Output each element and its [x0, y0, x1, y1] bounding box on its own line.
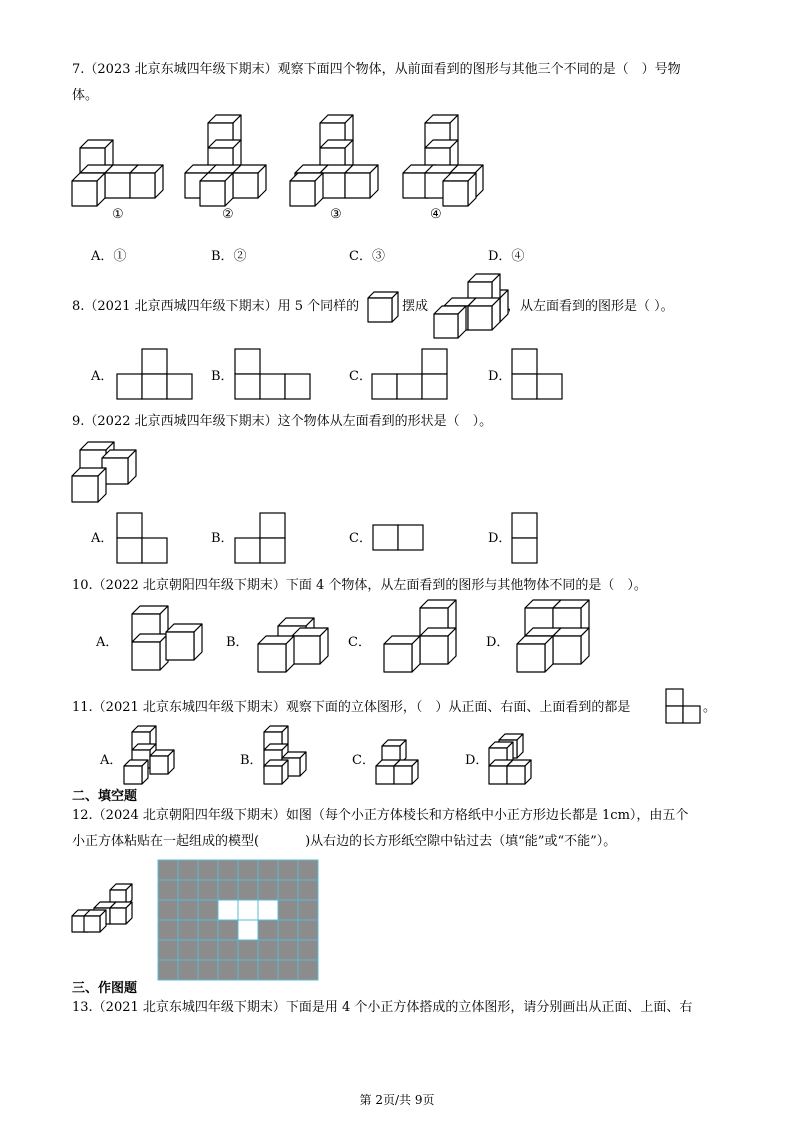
section-fill-in-heading: 二、填空题	[72, 789, 138, 804]
grid-paper-cell	[198, 860, 218, 880]
q7-figure-4	[403, 112, 503, 207]
view-square	[167, 374, 192, 399]
view-square	[260, 538, 285, 563]
q13-text: 13.（2021 北京东城四年级下期末）下面是用 4 个小正方体搭成的立体图形，请分别画出从正面、上面、右	[72, 1000, 693, 1015]
grid-paper-cell	[198, 940, 218, 960]
grid-paper-cell	[178, 880, 198, 900]
q12-grid-paper	[158, 860, 318, 980]
cube-front-face	[72, 181, 97, 206]
q11-figure-a	[122, 734, 182, 786]
grid-paper-cell	[298, 920, 318, 940]
view-square	[512, 513, 537, 538]
grid-paper-cell	[198, 920, 218, 940]
grid-paper-cell	[278, 960, 298, 980]
cube-front-face	[258, 644, 286, 672]
q9-option-d[interactable]: D．	[488, 531, 512, 546]
q7-label-1: ①	[112, 207, 124, 222]
q8-view-c	[371, 348, 449, 400]
q8-text-c: ，从左面看到的图形是（ ）。	[507, 299, 674, 314]
page-number-footer: 第 2页/共 9页	[359, 1093, 435, 1107]
grid-hole-cell	[218, 900, 238, 920]
q11-text-b: 。	[703, 700, 717, 715]
view-square	[537, 374, 562, 399]
q9-view-b	[234, 512, 288, 564]
grid-paper-cell	[238, 880, 258, 900]
cube-front-face	[150, 756, 168, 774]
cube-front-face	[320, 173, 345, 198]
view-square	[260, 374, 285, 399]
grid-paper-cell	[158, 900, 178, 920]
cube-front-face	[384, 644, 412, 672]
grid-paper-cell	[278, 860, 298, 880]
grid-paper-cell	[158, 880, 178, 900]
view-square	[666, 689, 683, 706]
q8-option-b[interactable]: B．	[211, 369, 234, 384]
cube-front-face	[376, 766, 394, 784]
grid-paper-cell	[298, 940, 318, 960]
grid-paper-cell	[178, 860, 198, 880]
view-square	[683, 706, 700, 723]
q7-text-line2: 体。	[72, 88, 99, 103]
q11-figure-c	[374, 734, 434, 786]
view-square	[235, 374, 260, 399]
q11-figure-b	[262, 734, 322, 786]
grid-paper-cell	[178, 960, 198, 980]
cube-front-face	[394, 766, 412, 784]
cube-front-face	[553, 636, 581, 664]
cube-front-face	[434, 314, 458, 338]
q7-text-line1: 7.（2023 北京东城四年级下期末）观察下面四个物体，从前面看到的图形与其他三个不同的是（ ）号物	[72, 62, 681, 77]
cube-front-face	[420, 636, 448, 664]
q7-label-2: ②	[222, 207, 234, 222]
cube-front-face	[264, 766, 282, 784]
view-square	[235, 538, 260, 563]
q8-option-d[interactable]: D．	[488, 369, 512, 384]
q10-option-a[interactable]: A．	[96, 635, 119, 650]
cube-front-face	[517, 644, 545, 672]
q8-option-a[interactable]: A．	[91, 369, 114, 384]
q9-text: 9.（2022 北京西城四年级下期末）这个物体从左面看到的形状是（ ）。	[72, 414, 493, 429]
view-square	[235, 349, 260, 374]
grid-paper-cell	[178, 940, 198, 960]
q11-option-d[interactable]: D．	[465, 753, 489, 768]
q7-figure-1	[72, 112, 172, 207]
q11-option-a[interactable]: A．	[100, 753, 123, 768]
grid-paper-cell	[258, 920, 278, 940]
grid-paper-cell	[178, 920, 198, 940]
view-square	[117, 538, 142, 563]
grid-paper-cell	[238, 860, 258, 880]
view-square	[422, 374, 447, 399]
q8-text-b: 摆成	[402, 299, 429, 314]
grid-paper-cell	[298, 860, 318, 880]
q7-option-b[interactable]: B．②	[211, 249, 247, 264]
cube-front-face	[489, 766, 507, 784]
q10-figure-d	[515, 606, 595, 676]
grid-paper-cell	[198, 960, 218, 980]
q8-option-c[interactable]: C．	[349, 369, 372, 384]
q9-view-a	[116, 512, 170, 564]
view-square	[142, 374, 167, 399]
grid-paper-cell	[218, 860, 238, 880]
q9-cube-structure	[72, 438, 138, 504]
grid-paper-cell	[258, 860, 278, 880]
grid-hole-cell	[238, 920, 258, 940]
q10-figure-a	[128, 606, 208, 676]
q7-option-c[interactable]: C．③	[349, 249, 385, 264]
view-square	[666, 706, 683, 723]
q7-figure-2	[185, 112, 285, 207]
q8-view-a	[116, 348, 194, 400]
grid-paper-cell	[258, 880, 278, 900]
grid-paper-cell	[198, 900, 218, 920]
grid-paper-cell	[238, 960, 258, 980]
cube-side-face	[392, 292, 398, 322]
q8-single-cube	[368, 292, 400, 324]
cube-front-face	[72, 476, 98, 502]
grid-paper-cell	[158, 960, 178, 980]
grid-paper-cell	[218, 940, 238, 960]
cube-front-face	[130, 173, 155, 198]
grid-paper-cell	[218, 960, 238, 980]
q10-figure-c	[382, 606, 462, 676]
view-square	[142, 538, 167, 563]
q12-text-line1: 12.（2024 北京朝阳四年级下期末）如图（每个小正方体棱长和方格纸中小正方形边长都是 1cm），由五个	[72, 808, 689, 823]
q10-figure-b	[256, 606, 336, 676]
view-square	[142, 349, 167, 374]
cube-front-face	[105, 173, 130, 198]
q12-text-line2a: 小正方体粘贴在一起组成的模型(	[72, 834, 260, 849]
cube-front-face	[233, 173, 258, 198]
view-square	[260, 513, 285, 538]
cube-front-face	[345, 173, 370, 198]
q10-text: 10.（2022 北京朝阳四年级下期末）下面 4 个物体，从左面看到的图形与其他物体不同的是（ ）。	[72, 578, 647, 593]
q12-text-line2	[72, 832, 616, 852]
q11-option-b[interactable]: B．	[240, 753, 263, 768]
cube-front-face	[507, 766, 525, 784]
view-square	[512, 538, 537, 563]
grid-paper-cell	[158, 940, 178, 960]
q9-option-a[interactable]: A．	[91, 531, 114, 546]
view-square	[512, 349, 537, 374]
grid-paper-cell	[158, 920, 178, 940]
q11-view-shape	[665, 688, 705, 724]
view-square	[117, 374, 142, 399]
q9-view-d	[511, 512, 539, 564]
cube-front-face	[290, 181, 315, 206]
q7-label-4: ④	[430, 207, 442, 222]
cube-front-face	[403, 173, 428, 198]
q11-option-c[interactable]: C．	[352, 753, 375, 768]
q7-label-3: ③	[330, 207, 342, 222]
q9-option-b[interactable]: B．	[211, 531, 234, 546]
cube-front-face	[124, 766, 142, 784]
cube-front-face	[443, 181, 468, 206]
grid-paper-cell	[258, 960, 278, 980]
view-square	[422, 349, 447, 374]
q11-text-a: 11.（2021 北京东城四年级下期末）观察下面的立体图形，（ ）从正面、右面、上面看到的都是	[72, 700, 631, 715]
grid-paper-cell	[178, 900, 198, 920]
q7-option-d[interactable]: D．④	[488, 249, 525, 264]
section-drawing-heading: 三、作图题	[72, 981, 138, 996]
grid-paper-cell	[278, 880, 298, 900]
cube-front-face	[200, 181, 225, 206]
view-square	[285, 374, 310, 399]
view-square	[372, 374, 397, 399]
q12-text-line2b: )从右边的长方形纸空隙中钻过去（填“能”或“不能”）。	[305, 834, 617, 849]
view-square	[117, 513, 142, 538]
grid-paper-cell	[298, 960, 318, 980]
q10-option-b[interactable]: B．	[226, 635, 249, 650]
q9-view-c	[372, 524, 426, 552]
grid-paper-cell	[278, 900, 298, 920]
cube-front-face	[166, 632, 194, 660]
view-square	[512, 374, 537, 399]
grid-hole-cell	[238, 900, 258, 920]
q7-option-a[interactable]: A．①	[91, 249, 127, 264]
q8-view-b	[234, 348, 312, 400]
cube-front-face	[132, 642, 160, 670]
grid-paper-cell	[198, 880, 218, 900]
cube-front-face	[292, 636, 320, 664]
q8-cube-structure	[432, 274, 504, 340]
grid-paper-cell	[278, 940, 298, 960]
grid-paper-cell	[238, 940, 258, 960]
q8-view-d	[511, 348, 565, 400]
grid-paper-cell	[298, 880, 318, 900]
cube-front-face	[84, 916, 100, 932]
q12-cube-model	[72, 888, 142, 944]
cube-front-face	[468, 306, 492, 330]
q8-text-a: 8.（2021 北京西城四年级下期末）用 5 个同样的	[72, 299, 360, 314]
view-square	[373, 525, 398, 550]
grid-paper-cell	[218, 880, 238, 900]
q9-option-c[interactable]: C．	[349, 531, 372, 546]
cube-front-face	[368, 298, 392, 322]
grid-paper-cell	[218, 920, 238, 940]
grid-paper-cell	[298, 900, 318, 920]
q11-figure-d	[487, 734, 547, 786]
q7-figure-3	[290, 112, 390, 207]
grid-paper-cell	[258, 940, 278, 960]
grid-hole-cell	[258, 900, 278, 920]
view-square	[397, 374, 422, 399]
view-square	[398, 525, 423, 550]
cube-front-face	[110, 908, 126, 924]
grid-paper-cell	[278, 920, 298, 940]
q10-option-d[interactable]: D．	[486, 635, 510, 650]
grid-paper-cell	[158, 860, 178, 880]
q10-option-c[interactable]: C．	[348, 635, 371, 650]
